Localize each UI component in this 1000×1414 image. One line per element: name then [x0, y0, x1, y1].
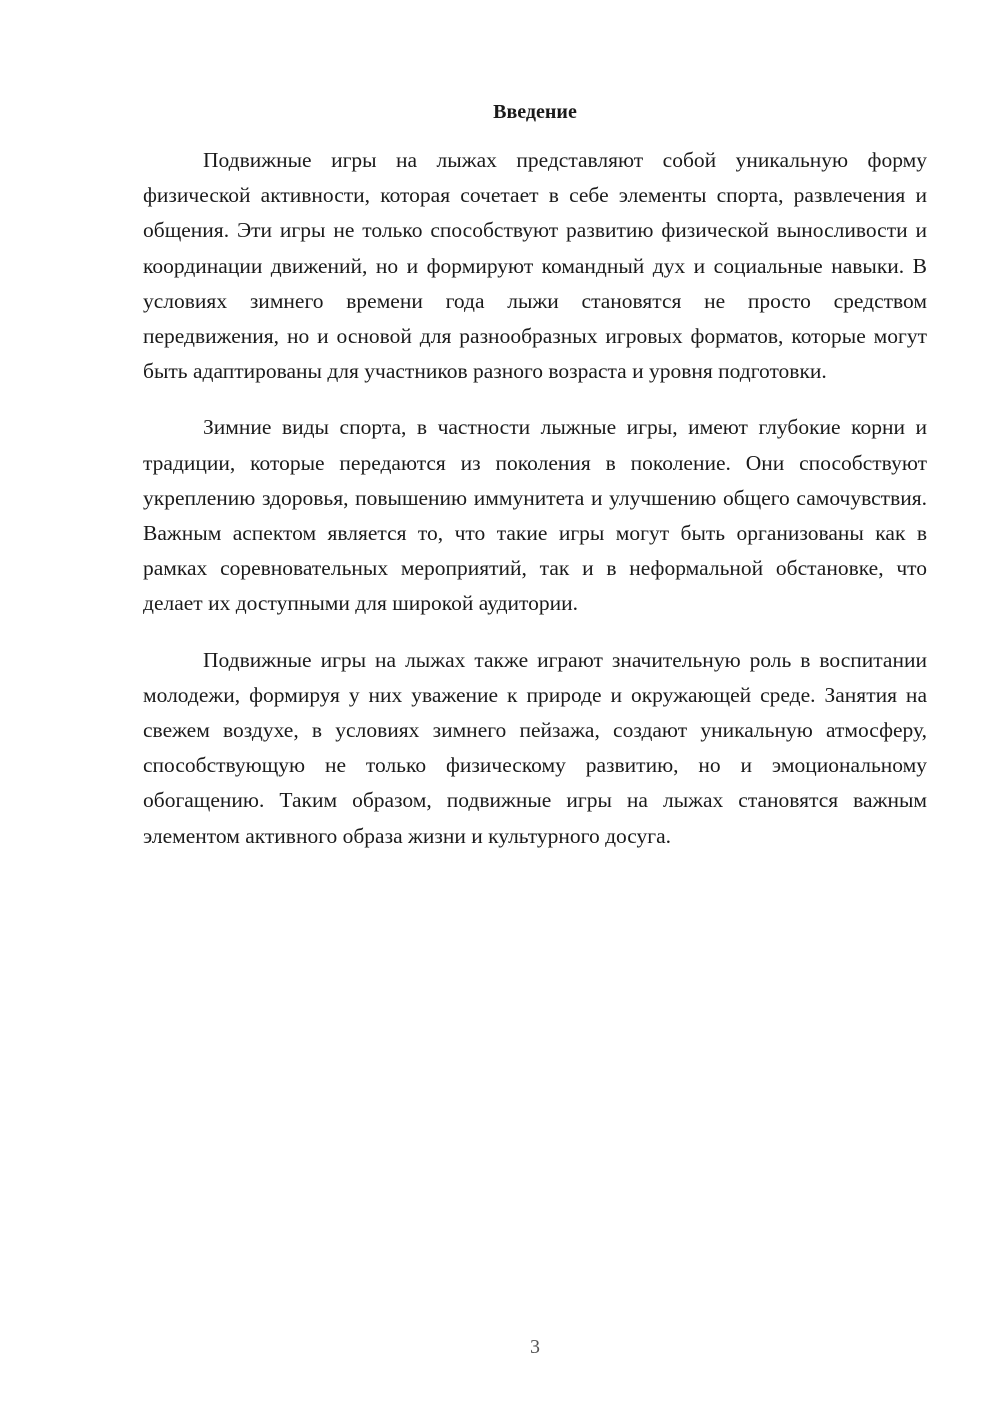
paragraph-1: Подвижные игры на лыжах представляют собой уникальную форму физической активности, которая сочетает в себе элементы спорта, развлечения и общения. Эти игры не только способствуют развитию физической выносливости и координации движений, но и формируют командный дух и социальные навыки. В условиях зимнего времени года лыжи становятся не просто средством передвижения, но и основой для разнообразных игровых форматов, которые могут быть адаптированы для участников разного возраста и уровня подготовки. — [143, 148, 927, 384]
body-text — [143, 143, 927, 854]
paragraph-3: Подвижные игры на лыжах также играют значительную роль в воспитании молодежи, формируя у них уважение к природе и окружающей среде. Занятия на свежем воздухе, в условиях зимнего пейзажа, создают уникальную атмосферу, способствующую не только физическому развитию, но и эмоциональному обогащению. Таким образом, подвижные игры на лыжах становятся важным элементом активного образа жизни и культурного досуга. — [143, 647, 927, 848]
page-number: 3 — [530, 1336, 540, 1358]
section-title: Введение — [493, 101, 577, 123]
paragraph-2: Зимние виды спорта, в частности лыжные игры, имеют глубокие корни и традиции, которые передаются из поколения в поколение. Они способствуют укреплению здоровья, повышению иммунитета и улучшению общего самочувствия. Важным аспектом является то, что такие игры могут быть организованы как в рамках соревновательных мероприятий, так и в неформальной обстановке, что делает их доступными для широкой аудитории. — [143, 415, 927, 616]
